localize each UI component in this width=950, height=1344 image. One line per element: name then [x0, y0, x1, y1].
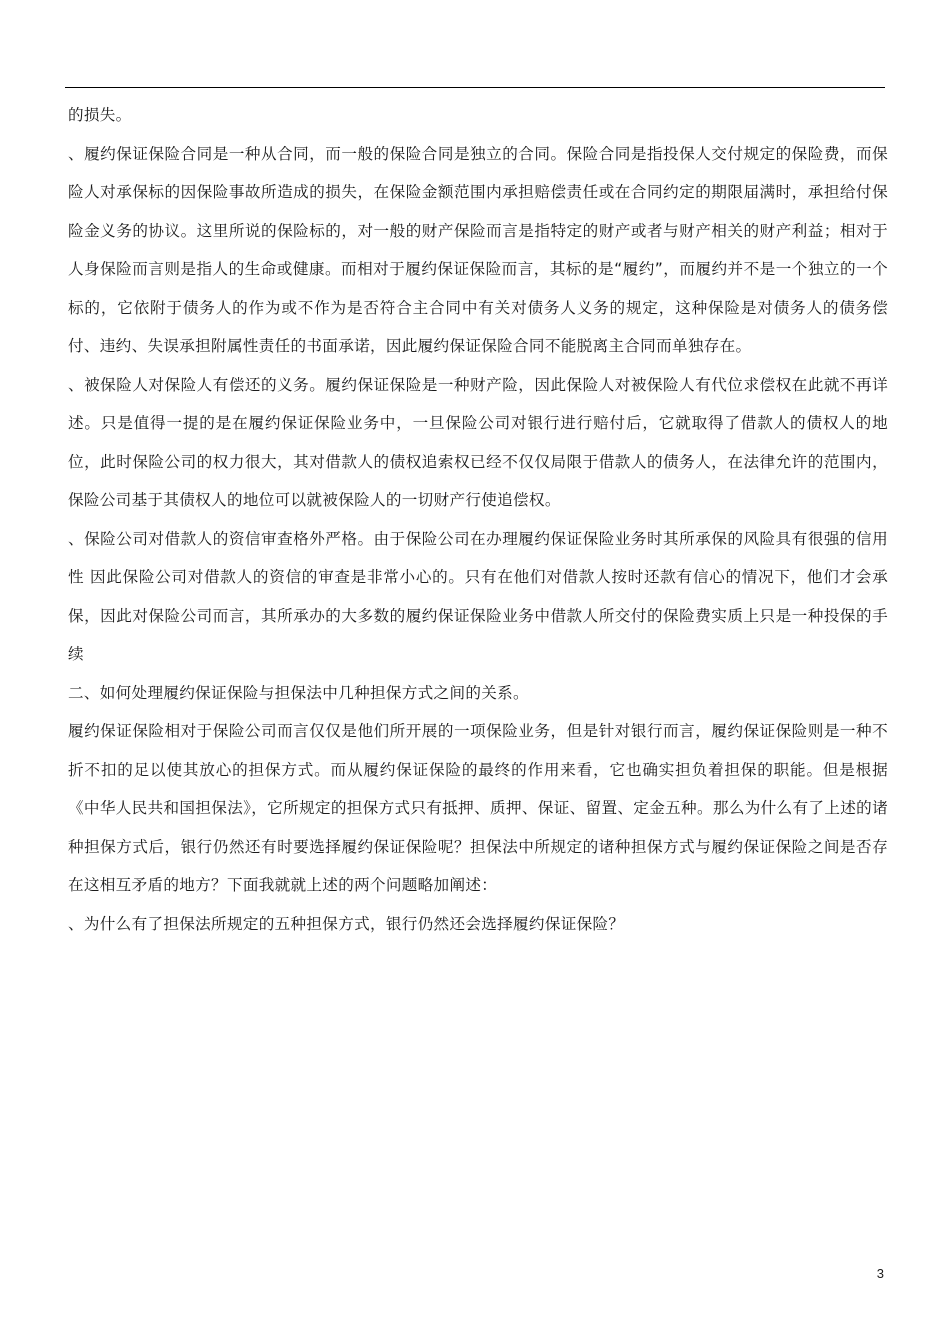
document-body	[68, 96, 888, 943]
paragraph-contract-nature: 、履约保证保险合同是一种从合同，而一般的保险合同是独立的合同。保险合同是指投保人交付规定的保险费，而保险人对承保标的因保险事故所造成的损失，在保险金额范围内承担赔偿责任或在合同约定的期限届满时，承担给付保险金义务的协议。这里所说的保险标的，对一般的财产保险而言是指特定的财产或者与财产相关的财产利益；相对于人身保险而言则是指人的生命或健康。而相对于履约保证保险而言，其标的是“履约”，而履约并不是一个独立的一个标的，它依附于债务人的作为或不作为是否符合主合同中有关对债务人义务的规定，这种保险是对债务人的债务偿付、违约、失误承担附属性责任的书面承诺，因此履约保证保险合同不能脱离主合同而单独存在。	[68, 144, 888, 355]
header-rule	[65, 87, 885, 88]
section-heading-two: 二、如何处理履约保证保险与担保法中几种担保方式之间的关系。	[68, 683, 529, 702]
paragraph-guarantee-methods: 履约保证保险相对于保险公司而言仅仅是他们所开展的一项保险业务，但是针对银行而言，履约保证保险则是一种不折不扣的足以使其放心的担保方式。而从履约保证保险的最终的作用来看，它也确实担负着担保的职能。但是根据《中华人民共和国担保法》，它所规定的担保方式只有抵押、质押、保证、留置、定金五种。那么为什么有了上述的诸种担保方式后，银行仍然还有时要选择履约保证保险呢？担保法中所规定的诸种担保方式与履约保证保险之间是否存在这相互矛盾的地方？下面我就就上述的两个问题略加阐述：	[68, 722, 888, 894]
paragraph-question: 、为什么有了担保法所规定的五种担保方式，银行仍然还会选择履约保证保险？	[68, 914, 625, 933]
page-number: 3	[876, 1266, 884, 1281]
paragraph-repayment-obligation: 、被保险人对保险人有偿还的义务。履约保证保险是一种财产险，因此保险人对被保险人有代位求偿权在此就不再详述。只是值得一提的是在履约保证保险业务中，一旦保险公司对银行进行赔付后，它就取得了借款人的债权人的地位，此时保险公司的权力很大，其对借款人的债权追索权已经不仅仅局限于借款人的债务人，在法律允许的范围内，保险公司基于其债权人的地位可以就被保险人的一切财产行使追偿权。	[68, 375, 888, 509]
paragraph-continuation: 的损失。	[68, 106, 132, 124]
paragraph-credit-review: 、保险公司对借款人的资信审查格外严格。由于保险公司在办理履约保证保险业务时其所承保的风险具有很强的信用性 因此保险公司对借款人的资信的审查是非常小心的。只有在他们对借款人按时还款有信心的情况下，他们才会承保，因此对保险公司而言，其所承办的大多数的履约保证保险业务中借款人所交付的保险费实质上只是一种投保的手续	[68, 529, 888, 663]
